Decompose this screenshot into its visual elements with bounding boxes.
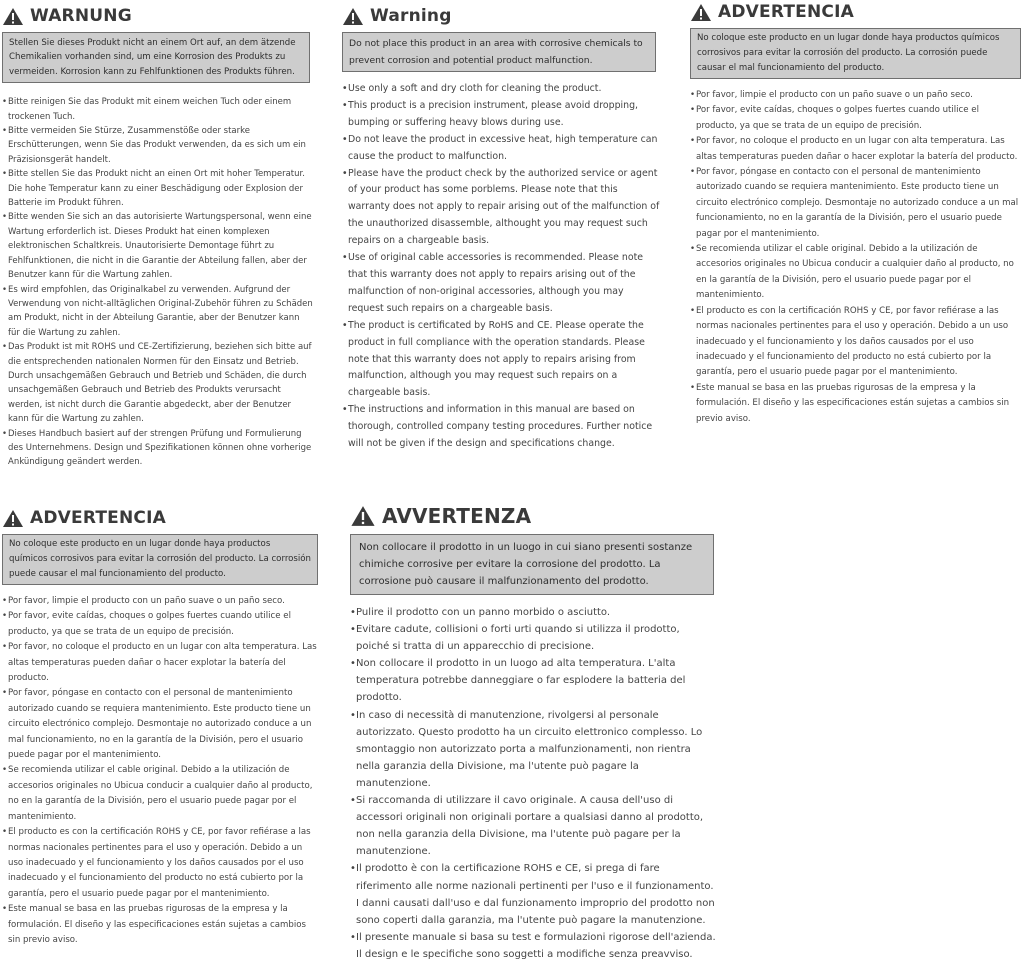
section-title: WARNUNG [30,6,132,26]
list-item: • Por favor, limpie el producto con un paño suave o un paño seco. [8,594,320,609]
list-item: • Es wird empfohlen, das Originalkabel zu verwenden. Aufgrund der Verwendung von nicht-alltäglichen Original-Zubehör führen zu Schäden am Produkt, nicht in der Abteilung Garantie, aber der Benutzer kann für die Wartung zu zahlen. [8,283,314,341]
list-item: • Este manual se basa en las pruebas rigurosas de la empresa y la formulación. El diseño y las especificaciones están sujetas a cambios sin previo aviso. [8,902,320,948]
list-item: • This product is a precision instrument, please avoid dropping, bumping or suffering heavy blows during use. [348,98,660,132]
list-item: • Por favor, evite caídas, choques o golpes fuertes cuando utilice el producto, ya que se trata de un equipo de precisión. [696,103,1022,134]
section-heading [350,504,716,528]
list-item: • Bitte vermeiden Sie Stürze, Zusammenstöße oder starke Erschütterungen, wenn Sie das Produkt verwenden, da es sich um ein Präzisionsgerät handelt. [8,124,314,167]
section-heading [2,508,320,528]
list-item: • In caso di necessità di manutenzione, rivolgersi al personale autorizzato. Questo prodotto ha un circuito elettronico complesso. Lo smontaggio non autorizzato porta a malfunzionamenti, non rientra nella garanzia della Divisione, ma l'utente può pagare la manutenzione. [356,707,716,792]
list-item: • Bitte stellen Sie das Produkt nicht an einen Ort mit hoher Temperatur. Die hohe Temperatur kann zu einer Beschädigung oder Explosion der Batterie im Produkt führen. [8,167,314,210]
instruction-list [2,594,320,948]
corrosion-notice-box: Non collocare il prodotto in un luogo in cui siano presenti sostanze chimiche corrosive per evitare la corrosione del prodotto. La corrosione può causare il malfunzionamento del prodotto. [350,534,714,595]
instruction-list [350,604,716,963]
warning-triangle-icon [350,505,376,527]
list-item: • Por favor, póngase en contacto con el personal de mantenimiento autorizado cuando se requiera mantenimiento. Este producto tiene un circuito electrónico complejo. Desmontaje no autorizado conduce a un mal funcionamiento, no en la garantía de la División, pero el usuario puede pagar por el mantenimiento. [696,165,1022,242]
warning-section-italian [350,504,716,963]
instruction-list [342,81,660,453]
list-item: • Evitare cadute, collisioni o forti urti quando si utilizza il prodotto, poiché si tratta di un apparecchio di precisione. [356,621,716,655]
warning-section-english [342,6,660,453]
list-item: • Si raccomanda di utilizzare il cavo originale. A causa dell'uso di accessori originali non originali portare a qualsiasi danno al prodotto, non nella garanzia della Divisione, ma l'utente può pagare per la manutenzione. [356,792,716,860]
list-item: • Bitte reinigen Sie das Produkt mit einem weichen Tuch oder einem trockenen Tuch. [8,95,314,124]
list-item: • El producto es con la certificación ROHS y CE, por favor refiérase a las normas nacionales pertinentes para el uso y operación. Debido a un uso inadecuado y el funcionamiento y los daños causados por el uso inadecuado y el funcionamiento del producto no está cubierto por la garantía, pero el usuario puede pagar por el mantenimiento. [8,825,320,902]
list-item: • Use of original cable accessories is recommended. Please note that this warranty does not apply to repairs arising out of the malfunction of non-original accessories, although you may request such repairs on a chargeable basis. [348,250,660,318]
warning-triangle-icon [2,509,24,528]
list-item: • Il prodotto è con la certificazione ROHS e CE, si prega di fare riferimento alle norme nazionali pertinenti per l'uso e il funzionamento. I danni causati dall'uso e dal funzionamento improprio del prodotto non sono coperti dalla garanzia, ma l'utente può pagare la manutenzione. [356,860,716,928]
corrosion-notice-box: Stellen Sie dieses Produkt nicht an einem Ort auf, an dem ätzende Chemikalien vorhanden sind, um eine Korrosion des Produkts zu vermeiden. Korrosion kann zu Fehlfunktionen des Produkts führen. [2,32,310,83]
list-item: • Do not leave the product in excessive heat, high temperature can cause the product to malfunction. [348,132,660,166]
warning-section-spanish-top [690,2,1022,427]
list-item: • Por favor, no coloque el producto en un lugar con alta temperatura. Las altas temperaturas pueden dañar o hacer explotar la batería del producto. [696,134,1022,165]
section-title: ADVERTENCIA [30,508,166,528]
list-item: • Please have the product check by the authorized service or agent of your product has some porblems. Please note that this warranty does not apply to repair arising out of the malfunction of the unauthorized disassemble, althought you may request such repairs on a chargeable basis. [348,166,660,251]
warning-triangle-icon [342,7,364,26]
section-title: ADVERTENCIA [718,2,854,22]
list-item: • The instructions and information in this manual are based on thorough, controlled company testing procedures. Further notice will not be given if the design and specifications change. [348,402,660,453]
list-item: • Das Produkt ist mit ROHS und CE-Zertifizierung, beziehen sich bitte auf die entsprechenden nationalen Normen für den Einsatz und Betrieb. Durch unsachgemäßen Gebrauch und Betrieb und Schäden, die durch unsachgemäßen Gebrauch und Betrieb des Produkts verursacht werden, ist nicht durch die Garantie abgedeckt, aber der Benutzer kann für die Wartung zu zahlen. [8,340,314,426]
section-heading [342,6,660,26]
list-item: • Por favor, limpie el producto con un paño suave o un paño seco. [696,88,1022,103]
section-title: AVVERTENZA [382,504,532,528]
list-item: • Non collocare il prodotto in un luogo ad alta temperatura. L'alta temperatura potrebbe danneggiare o far esplodere la batteria del prodotto. [356,655,716,706]
section-title: Warning [370,6,452,26]
section-heading [690,2,1022,22]
warning-section-german [2,6,314,470]
list-item: • Por favor, póngase en contacto con el personal de mantenimiento autorizado cuando se requiera mantenimiento. Este producto tiene un circuito electrónico complejo. Desmontaje no autorizado conduce a un mal funcionamiento, no en la garantía de la División, pero el usuario puede pagar por el mantenimiento. [8,686,320,763]
section-heading [2,6,314,26]
corrosion-notice-box: No coloque este producto en un lugar donde haya productos químicos corrosivos para evitar la corrosión del producto. La corrosión puede causar el mal funcionamiento del producto. [2,534,318,585]
list-item: • Este manual se basa en las pruebas rigurosas de la empresa y la formulación. El diseño y las especificaciones están sujetas a cambios sin previo aviso. [696,381,1022,427]
list-item: • Use only a soft and dry cloth for cleaning the product. [348,81,660,98]
list-item: • Il presente manuale si basa su test e formulazioni rigorose dell'azienda. Il design e le specifiche sono soggetti a modifiche senza preavviso. [356,929,716,963]
corrosion-notice-box: Do not place this product in an area with corrosive chemicals to prevent corrosion and potential product malfunction. [342,32,656,72]
list-item: • Se recomienda utilizar el cable original. Debido a la utilización de accesorios originales no Ubicua conducir a cualquier daño al producto, no en la garantía de la División, pero el usuario puede pagar por el mantenimiento. [696,242,1022,304]
list-item: • Pulire il prodotto con un panno morbido o asciutto. [356,604,716,621]
list-item: • El producto es con la certificación ROHS y CE, por favor refiérase a las normas nacionales pertinentes para el uso y operación. Debido a un uso inadecuado y el funcionamiento y los daños causados por el uso inadecuado y el funcionamiento del producto no está cubierto por la garantía, pero el usuario puede pagar por el mantenimiento. [696,304,1022,381]
instruction-list [2,95,314,470]
list-item: • Dieses Handbuch basiert auf der strengen Prüfung und Formulierung des Unternehmens. Design und Spezifikationen können ohne vorherige Ankündigung geändert werden. [8,427,314,470]
corrosion-notice-box: No coloque este producto en un lugar donde haya productos químicos corrosivos para evitar la corrosión del producto. La corrosión puede causar el mal funcionamiento del producto. [690,28,1021,79]
list-item: • Bitte wenden Sie sich an das autorisierte Wartungspersonal, wenn eine Wartung erforderlich ist. Dieses Produkt hat einen komplexen elektronischen Schaltkreis. Unautorisierte Demontage führt zu Fehlfunktionen, die nicht in die Garantie der Abteilung fallen, aber der Benutzer kann für die Wartung zahlen. [8,210,314,282]
warning-section-spanish-bottom [2,508,320,948]
list-item: • Por favor, no coloque el producto en un lugar con alta temperatura. Las altas temperaturas pueden dañar o hacer explotar la batería del producto. [8,640,320,686]
list-item: • Se recomienda utilizar el cable original. Debido a la utilización de accesorios originales no Ubicua conducir a cualquier daño al producto, no en la garantía de la División, pero el usuario puede pagar por el mantenimiento. [8,763,320,825]
warning-triangle-icon [690,3,712,22]
warning-triangle-icon [2,7,24,26]
instruction-list [690,88,1022,427]
list-item: • Por favor, evite caídas, choques o golpes fuertes cuando utilice el producto, ya que se trata de un equipo de precisión. [8,609,320,640]
list-item: • The product is certificated by RoHS and CE. Please operate the product in full compliance with the operation standards. Please note that this warranty does not apply to repairs arising from malfunction, although you may request such repairs on a chargeable basis. [348,318,660,403]
